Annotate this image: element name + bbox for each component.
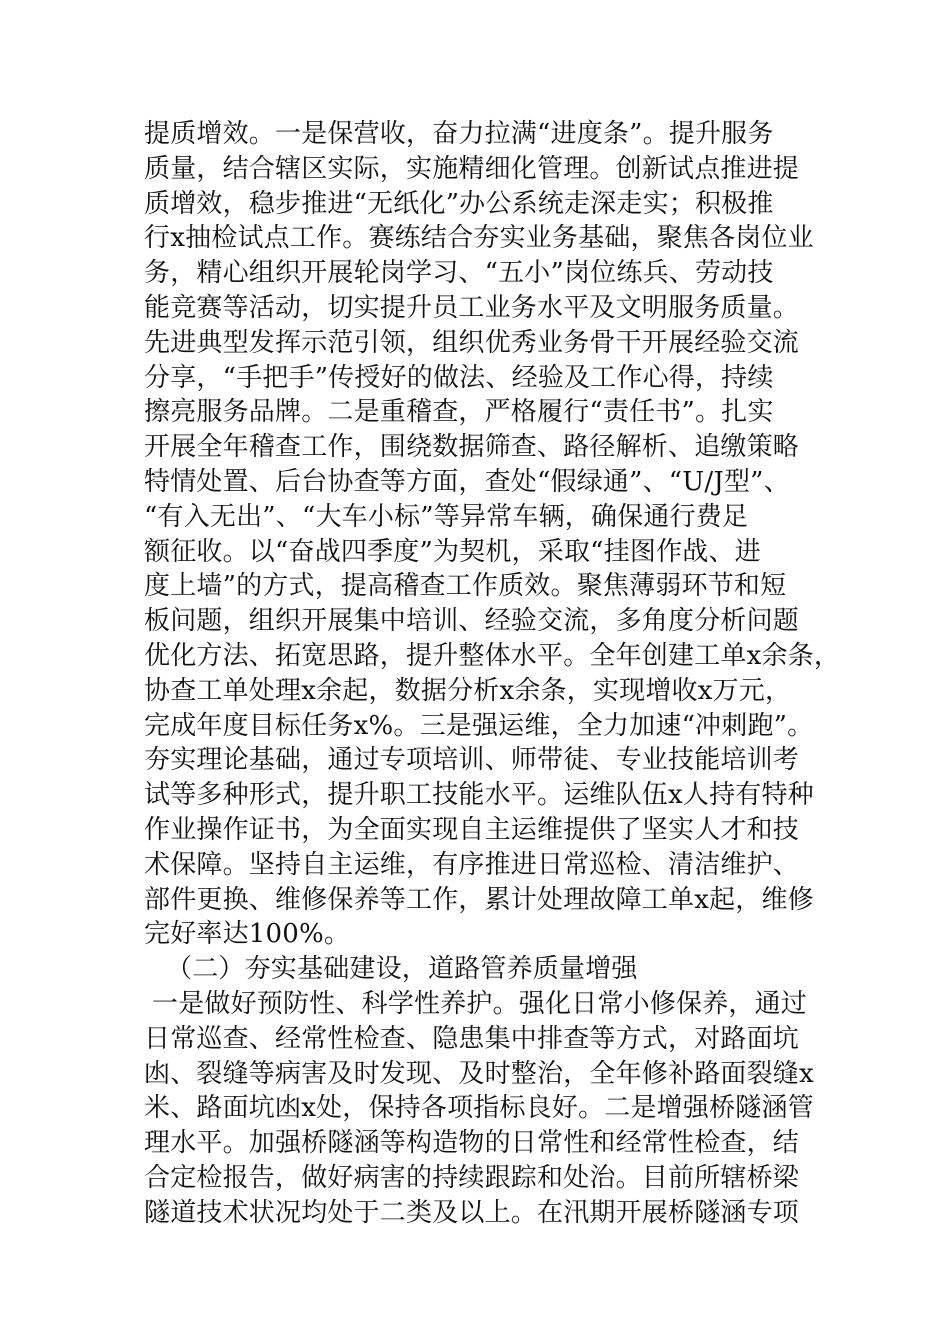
text-line: 优化方法、拓宽思路，提升整体水平。全年创建工单x余条， [144, 640, 841, 671]
text-line: 分享，“手把手”传授好的做法、经验及工作心得，持续 [144, 362, 774, 393]
text-line: “有入无出”、“大车小标”等异常车辆，确保通行费足 [144, 501, 749, 532]
text-line: 一是做好预防性、科学性养护。强化日常小修保养，通过 [152, 988, 808, 1019]
text-line: 务，精心组织开展轮岗学习、“五小”岗位练兵、劳动技 [144, 258, 774, 289]
text-line: 隧道技术状况均处于二类及以上。在汛期开展桥隧涵专项 [144, 1197, 800, 1228]
text-line: 凼、裂缝等病害及时发现、及时整治，全年修补路面裂缝x [144, 1058, 814, 1089]
text-line: 日常巡查、经常性检查、隐患集中排查等方式，对路面坑 [144, 1023, 800, 1054]
text-line: 完成年度目标任务x%。三是强运维，全力加速“冲刺跑”。 [144, 710, 814, 741]
text-line: 试等多种形式，提升职工技能水平。运维队伍x人持有特种 [144, 780, 814, 811]
text-line: 作业操作证书，为全面实现自主运维提供了坚实人才和技 [144, 814, 800, 845]
text-line: 额征收。以“奋战四季度”为契机，采取“挂图作战、进 [144, 536, 761, 567]
text-line: 质增效，稳步推进“无纸化”办公系统走深走实；积极推 [144, 188, 774, 219]
text-line: 米、路面坑凼x处，保持各项指标良好。二是增强桥隧涵管 [144, 1093, 814, 1124]
text-line: 度上墙”的方式，提高稽查工作质效。聚焦薄弱环节和短 [144, 571, 787, 602]
text-line: 合定检报告，做好病害的持续跟踪和处治。目前所辖桥梁 [144, 1162, 800, 1193]
text-line: 先进典型发挥示范引领，组织优秀业务骨干开展经验交流 [144, 327, 800, 358]
section-heading: （二）夯实基础建设，道路管养质量增强 [166, 954, 638, 985]
text-line: 部件更换、维修保养等工作，累计处理故障工单x起，维修 [144, 884, 814, 915]
text-line: 提质增效。一是保营收，奋力拉满“进度条”。提升服务 [144, 119, 774, 149]
text-line: 开展全年稽查工作，围绕数据筛查、路径解析、追缴策略 [144, 432, 800, 463]
text-line: 理水平。加强桥隧涵等构造物的日常性和经常性检查，结 [144, 1128, 800, 1159]
text-line: 擦亮服务品牌。二是重稽查，严格履行“责任书”。扎实 [144, 397, 774, 428]
text-line: 夯实理论基础，通过专项培训、师带徒、专业技能培训考 [144, 745, 800, 776]
text-line: 能竞赛等活动，切实提升员工业务水平及文明服务质量。 [144, 292, 800, 323]
text-line: 特情处置、后台协查等方面，查处“假绿通”、“U/J型”、 [144, 466, 790, 497]
text-line: 行x抽检试点工作。赛练结合夯实业务基础，聚焦各岗位业 [144, 223, 814, 254]
text-line: 质量，结合辖区实际，实施精细化管理。创新试点推进提 [144, 153, 800, 184]
body-text [144, 117, 841, 1231]
text-line: 板问题，组织开展集中培训、经验交流，多角度分析问题 [144, 606, 800, 637]
text-line: 协查工单处理x余起，数据分析x余条，实现增收x万元， [144, 675, 792, 706]
text-line: 术保障。坚持自主运维，有序推进日常巡检、清洁维护、 [144, 849, 800, 880]
text-line: 完好率达100%。 [144, 919, 351, 950]
